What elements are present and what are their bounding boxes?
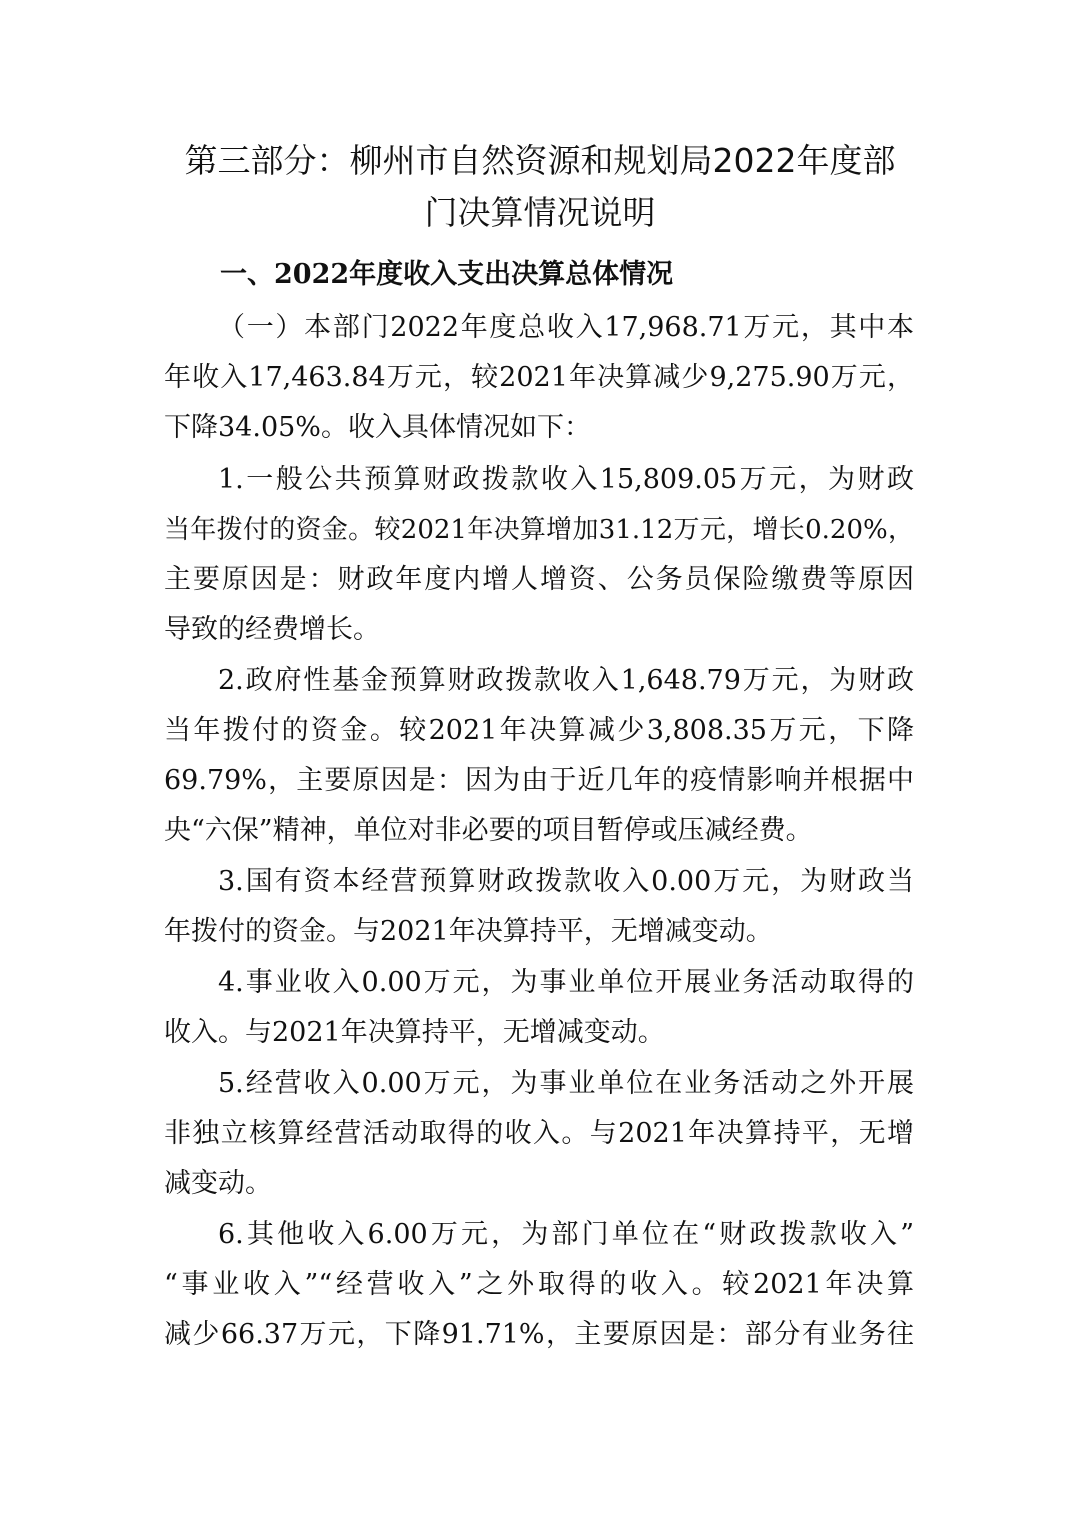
paragraph-7-line-1: 6.其他收入6.00万元，为部门单位在“财政拨款收入”	[218, 1219, 914, 1250]
paragraph-5-line-1: 4.事业收入0.00万元，为事业单位开展业务活动取得的	[218, 967, 914, 998]
paragraph-3-line-1: 2.政府性基金预算财政拨款收入1,648.79万元，为财政	[218, 665, 914, 696]
document-title-line-2: 门决算情况说明	[424, 193, 656, 232]
paragraph-4-line-1: 3.国有资本经营预算财政拨款收入0.00万元，为财政当	[218, 866, 914, 897]
paragraph-6-line-2: 非独立核算经营活动取得的收入。与2021年决算持平，无增	[164, 1118, 914, 1149]
paragraph-3-line-3: 69.79%，主要原因是：因为由于近几年的疫情影响并根据中	[164, 765, 914, 796]
paragraph-3-line-4: 央“六保”精神，单位对非必要的项目暂停或压减经费。	[164, 815, 813, 846]
paragraph-2-line-1: 1.一般公共预算财政拨款收入15,809.05万元，为财政	[218, 464, 914, 495]
paragraph-2-line-2: 当年拨付的资金。较2021年决算增加31.12万元，增长0.20%，	[164, 515, 914, 545]
paragraph-1-line-2: 年收入17,463.84万元，较2021年决算减少9,275.90万元，	[164, 362, 914, 393]
paragraph-3-line-2: 当年拨付的资金。较2021年决算减少3,808.35万元，下降	[164, 715, 914, 746]
paragraph-4-line-2: 年拨付的资金。与2021年决算持平，无增减变动。	[164, 916, 773, 947]
paragraph-1-line-1: （一）本部门2022年度总收入17,968.71万元，其中本	[218, 312, 914, 343]
section-heading: 一、2022年度收入支出决算总体情况	[220, 259, 674, 290]
paragraph-7-line-2: “事业收入”“经营收入”之外取得的收入。较2021年决算	[164, 1269, 914, 1300]
paragraph-1-line-3: 下降34.05%。收入具体情况如下：	[164, 412, 591, 443]
paragraph-2-line-3: 主要原因是：财政年度内增人增资、公务员保险缴费等原因	[164, 564, 914, 595]
paragraph-2-line-4: 导致的经费增长。	[164, 614, 380, 645]
paragraph-5-line-2: 收入。与2021年决算持平，无增减变动。	[164, 1017, 665, 1048]
document-title-line-1: 第三部分：柳州市自然资源和规划局2022年度部	[184, 141, 896, 180]
paragraph-6-line-3: 减变动。	[164, 1168, 272, 1199]
paragraph-7-line-3: 减少66.37万元，下降91.71%，主要原因是：部分有业务往	[164, 1319, 914, 1350]
paragraph-6-line-1: 5.经营收入0.00万元，为事业单位在业务活动之外开展	[218, 1068, 914, 1099]
